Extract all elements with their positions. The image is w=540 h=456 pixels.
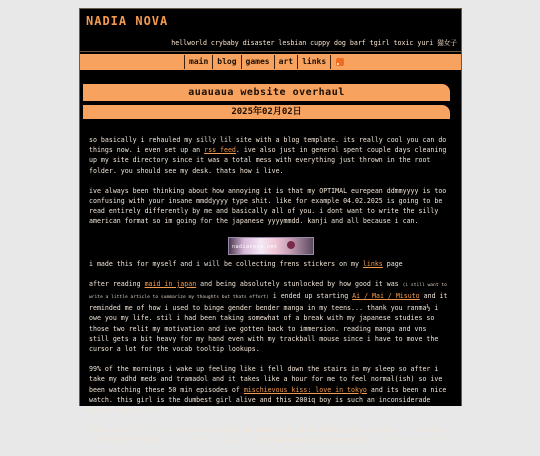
text: page — [382, 259, 403, 268]
paragraph-stickers — [89, 259, 450, 269]
post-title: auauaua website overhaul — [83, 84, 450, 101]
text: after reading — [89, 279, 145, 288]
nav-item-blog[interactable]: blog — [212, 55, 240, 69]
paragraph-mornings — [89, 364, 450, 415]
site-header — [80, 9, 461, 52]
aside-note: (i still want to write a little article to summarize my thoughts but thats effort) — [89, 282, 447, 301]
paragraph-closing: thats that i suppose. ive been working on hopere while thinking about impepre and naomida. i think after i figure out the ui i will start working on the steam page. オミットにツノミサキ — [89, 426, 449, 445]
nav-item-art[interactable]: art — [274, 55, 297, 69]
sticker-label: nadianova.net — [232, 243, 278, 250]
rss-feed-link[interactable]: rss feed — [204, 146, 236, 155]
nav-item-links[interactable]: links — [297, 55, 331, 69]
nav-items — [184, 54, 344, 70]
rss-icon[interactable] — [336, 58, 344, 66]
paragraph-date-format: ive always been thinking about how annoying it is that my OPTIMAL eurepean ddmmyyyy is too confusing with your insane mmddyyyy type shit. like for example 04.02.2025 is going to be read entirely differently by me and basically all of you. i dont want to write the silly american format so im going for the japanese yyyymmdd. kanji and all because i can. — [89, 186, 447, 226]
nav-item-main[interactable]: main — [184, 55, 212, 69]
text: and its been a nice watch. this girl is the dumbest girl alive and this 200iq boy is such an inconsiderade clutz. its great — [89, 385, 447, 415]
text: i ended up starting — [268, 292, 353, 301]
nav-bar — [80, 54, 461, 70]
post-date: 2025年02月02日 — [83, 105, 450, 119]
text: i made this for myself and i will be collecting frens stickers on my — [89, 259, 363, 268]
site-title[interactable]: NADIA NOVA — [86, 14, 169, 28]
ai-mai-misuto-link[interactable]: Ai / Mai / Misuto — [352, 292, 420, 301]
text: and it reminded me of how i used to binge gender bender manga in my teens... thank you ranma½ i owe you my life. stil i had been taking somewhat of a break with my japanese studies so those two relit my motivation and ive gotten back to immersion. reading manga and vns still gets a bit heavy for my hand even with my trackball mouse since i have to move the cursor a lot for the vocab tooltip lookups. — [89, 292, 448, 354]
site-tagline: hellworld crybaby disaster lesbian cuppy dog barf tgirl toxic yuri 猫女子 — [171, 39, 457, 47]
paragraph-reading — [89, 279, 450, 354]
text: so basically i rehauled my silly lil site with a blog template. its really cool you can do things now. i even set up an — [89, 136, 447, 155]
text: . ive also just in general spent couple days cleaning up my site directory since it was a total mess with everything just thrown in the root folder. you should see my desk. thats how i live. — [89, 146, 447, 175]
maid-in-japan-link[interactable]: maid in japan — [144, 279, 197, 288]
sticker-image[interactable] — [228, 237, 314, 255]
text: 99% of the mornings i wake up feeling like i fell down the stairs in my sleep so after i take my adhd meds and tramadol and it takes like a hour for me to feel normal(ish) so ive been watching these 50 min episodes of — [89, 365, 443, 394]
mischievous-kiss-link[interactable]: mischievous kiss: love in tokyo — [243, 385, 367, 394]
text: and being absolutely stunlocked by how good it was — [196, 279, 403, 288]
post-content — [89, 135, 450, 456]
links-page-link[interactable]: links — [362, 259, 383, 268]
site-frame — [79, 8, 462, 445]
paragraph-intro — [89, 135, 450, 176]
nav-item-games[interactable]: games — [241, 55, 274, 69]
sticker-icon — [287, 241, 295, 249]
